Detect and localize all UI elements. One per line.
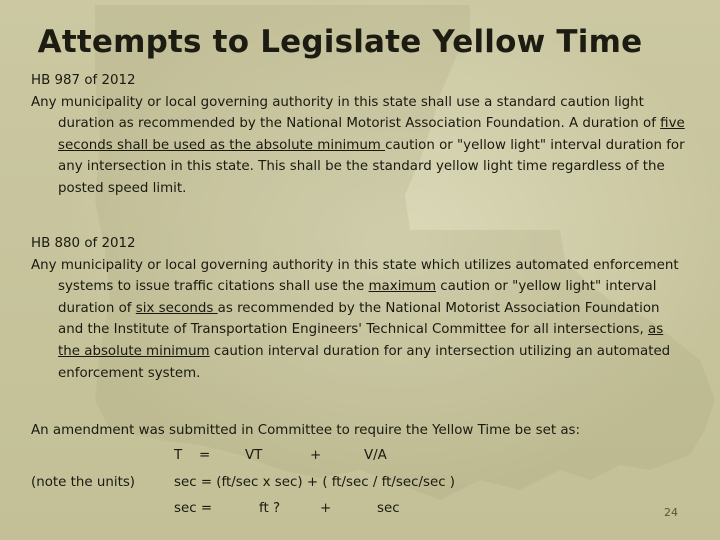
hb880-underline-3: as the absolute minimum bbox=[58, 322, 664, 359]
formula-row-3 bbox=[31, 496, 631, 523]
hb987-text-2: caution or "yellow light" interval duration for any intersection in this state. This shall be the standard yellow light time regardless of the posted speed limit. bbox=[58, 137, 685, 196]
formula-ft: ft ? bbox=[259, 501, 281, 516]
hb880-underline-1: maximum bbox=[368, 279, 436, 295]
hb880-text-4: caution interval duration for any intersection utilizing an automated enforcement system. bbox=[58, 343, 671, 381]
hb987-underline-1: five seconds shall be used as the absolute minimum bbox=[58, 116, 685, 153]
formula-t: T bbox=[174, 448, 183, 463]
hb987-body bbox=[31, 92, 686, 200]
formula-row-2 bbox=[31, 470, 631, 497]
hb880-section bbox=[31, 233, 686, 384]
hb880-body bbox=[31, 255, 686, 385]
hb987-section bbox=[31, 70, 686, 200]
hb880-text-2: caution or "yellow light" interval duration of bbox=[58, 279, 657, 316]
page-number: 24 bbox=[664, 506, 678, 519]
formula-equals: = bbox=[199, 448, 211, 463]
page-title: Attempts to Legislate Yellow Time bbox=[37, 24, 643, 60]
hb987-heading: HB 987 of 2012 bbox=[31, 73, 136, 88]
formula-row-1 bbox=[31, 443, 631, 470]
formula-plus: + bbox=[310, 448, 322, 463]
formula-sec: sec bbox=[377, 501, 400, 516]
hb880-underline-2: six seconds bbox=[135, 300, 218, 316]
units-note: (note the units) bbox=[31, 474, 136, 490]
formula-sec-equals: sec = bbox=[174, 501, 213, 516]
hb880-heading: HB 880 of 2012 bbox=[31, 236, 136, 251]
hb880-text-1: Any municipality or local governing authority in this state which utilizes automated enforcement systems to issue traffic citations shall use the bbox=[31, 257, 679, 295]
hb987-text-1: Any municipality or local governing authority in this state shall use a standard caution light duration as recommended by the National Motorist Association Foundation. A duration of bbox=[31, 94, 661, 132]
formula-plus-2: + bbox=[320, 501, 332, 516]
hb880-text-3: as recommended by the National Motorist Association Foundation and the Institute of Transportation Engineers' Technical Committee for all intersections, bbox=[58, 300, 660, 338]
formula-block bbox=[31, 443, 631, 523]
formula-units: sec = (ft/sec x sec) + ( ft/sec / ft/sec/sec ) bbox=[174, 474, 456, 490]
formula-vt: VT bbox=[245, 448, 263, 463]
amendment-intro: An amendment was submitted in Committee to require the Yellow Time be set as: bbox=[31, 423, 581, 438]
formula-v-over-a: V/A bbox=[364, 448, 387, 463]
